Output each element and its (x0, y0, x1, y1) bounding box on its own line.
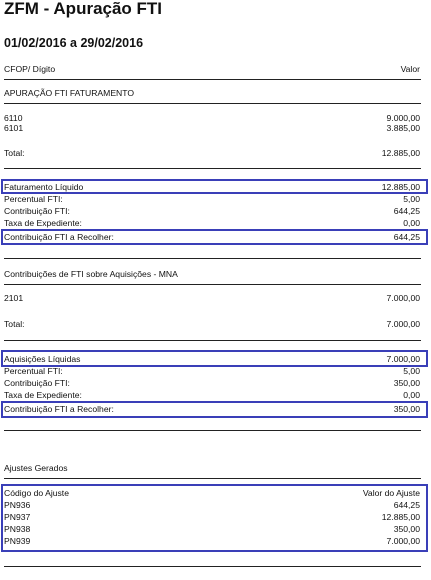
table-row (4, 293, 420, 303)
summary-row (4, 232, 420, 242)
summary-row (4, 378, 420, 388)
summary-label: Contribuição FTI: (4, 206, 70, 216)
total-value: 7.000,00 (386, 319, 420, 329)
summary-label: Percentual FTI: (4, 194, 63, 204)
divider (4, 258, 421, 259)
column-header-cfop: CFOP/ Dígito (4, 64, 56, 74)
ajuste-row (4, 500, 420, 510)
summary-label: Faturamento Líquido (4, 182, 84, 192)
summary-value: 644,25 (393, 206, 420, 216)
summary-value: 7.000,00 (386, 354, 420, 364)
summary-value: 0,00 (403, 390, 420, 400)
ajuste-code: PN936 (4, 500, 31, 510)
total-label: Total: (4, 148, 25, 158)
column-header-valor-ajuste: Valor do Ajuste (362, 488, 420, 498)
summary-row (4, 390, 420, 400)
summary-label: Taxa de Expediente: (4, 390, 82, 400)
ajuste-value: 12.885,00 (381, 512, 420, 522)
summary-row (4, 194, 420, 204)
summary-label: Percentual FTI: (4, 366, 63, 376)
summary-value: 0,00 (403, 218, 420, 228)
row-value: 7.000,00 (386, 293, 420, 303)
section-heading-aquisicoes (4, 269, 420, 279)
total-row (4, 148, 420, 158)
divider (4, 430, 421, 431)
summary-label: Taxa de Expediente: (4, 218, 82, 228)
row-cfop: 6101 (4, 123, 24, 133)
total-label: Total: (4, 319, 25, 329)
total-value: 12.885,00 (381, 148, 420, 158)
summary-value: 350,00 (393, 404, 420, 414)
divider (4, 79, 421, 80)
summary-row (4, 404, 420, 414)
summary-row (4, 354, 420, 364)
ajuste-value: 350,00 (393, 524, 420, 534)
summary-label: Contribuição FTI a Recolher: (4, 232, 114, 242)
ajuste-value: 7.000,00 (386, 536, 420, 546)
summary-row (4, 218, 420, 228)
divider (4, 566, 421, 567)
report-period: 01/02/2016 a 29/02/2016 (4, 36, 144, 50)
summary-value: 12.885,00 (381, 182, 420, 192)
column-header-codigo: Código do Ajuste (4, 488, 69, 498)
divider (4, 168, 421, 169)
ajustes-header-row (4, 488, 420, 498)
summary-value: 350,00 (393, 378, 420, 388)
row-cfop: 2101 (4, 293, 24, 303)
total-row (4, 319, 420, 329)
ajuste-row (4, 536, 420, 546)
summary-label: Contribuição FTI a Recolher: (4, 404, 114, 414)
row-cfop: 6110 (4, 113, 23, 123)
table-row (4, 123, 420, 133)
ajuste-row (4, 512, 420, 522)
summary-row (4, 206, 420, 216)
divider (4, 340, 421, 341)
section-heading-label: Ajustes Gerados (4, 463, 68, 473)
section-heading-label: APURAÇÃO FTI FATURAMENTO (4, 88, 135, 98)
summary-value: 644,25 (393, 232, 420, 242)
divider (4, 103, 421, 104)
summary-value: 5,00 (403, 366, 420, 376)
row-value: 3.885,00 (386, 123, 420, 133)
section-heading-faturamento (4, 88, 420, 98)
ajuste-code: PN938 (4, 524, 31, 534)
row-value: 9.000,00 (386, 113, 420, 123)
column-header-row (4, 64, 420, 74)
summary-label: Contribuição FTI: (4, 378, 70, 388)
divider (4, 478, 421, 479)
ajuste-row (4, 524, 420, 534)
summary-row (4, 182, 420, 192)
section-heading-ajustes (4, 463, 420, 473)
ajuste-code: PN937 (4, 512, 31, 522)
section-heading-label: Contribuições de FTI sobre Aquisições - MNA (4, 269, 178, 279)
report-title: ZFM - Apuração FTI (4, 0, 163, 18)
column-header-valor: Valor (400, 64, 420, 74)
summary-value: 5,00 (403, 194, 420, 204)
table-row (4, 113, 420, 123)
summary-label: Aquisições Líquidas (4, 354, 81, 364)
ajuste-code: PN939 (4, 536, 31, 546)
summary-row (4, 366, 420, 376)
ajuste-value: 644,25 (393, 500, 420, 510)
divider (4, 284, 421, 285)
